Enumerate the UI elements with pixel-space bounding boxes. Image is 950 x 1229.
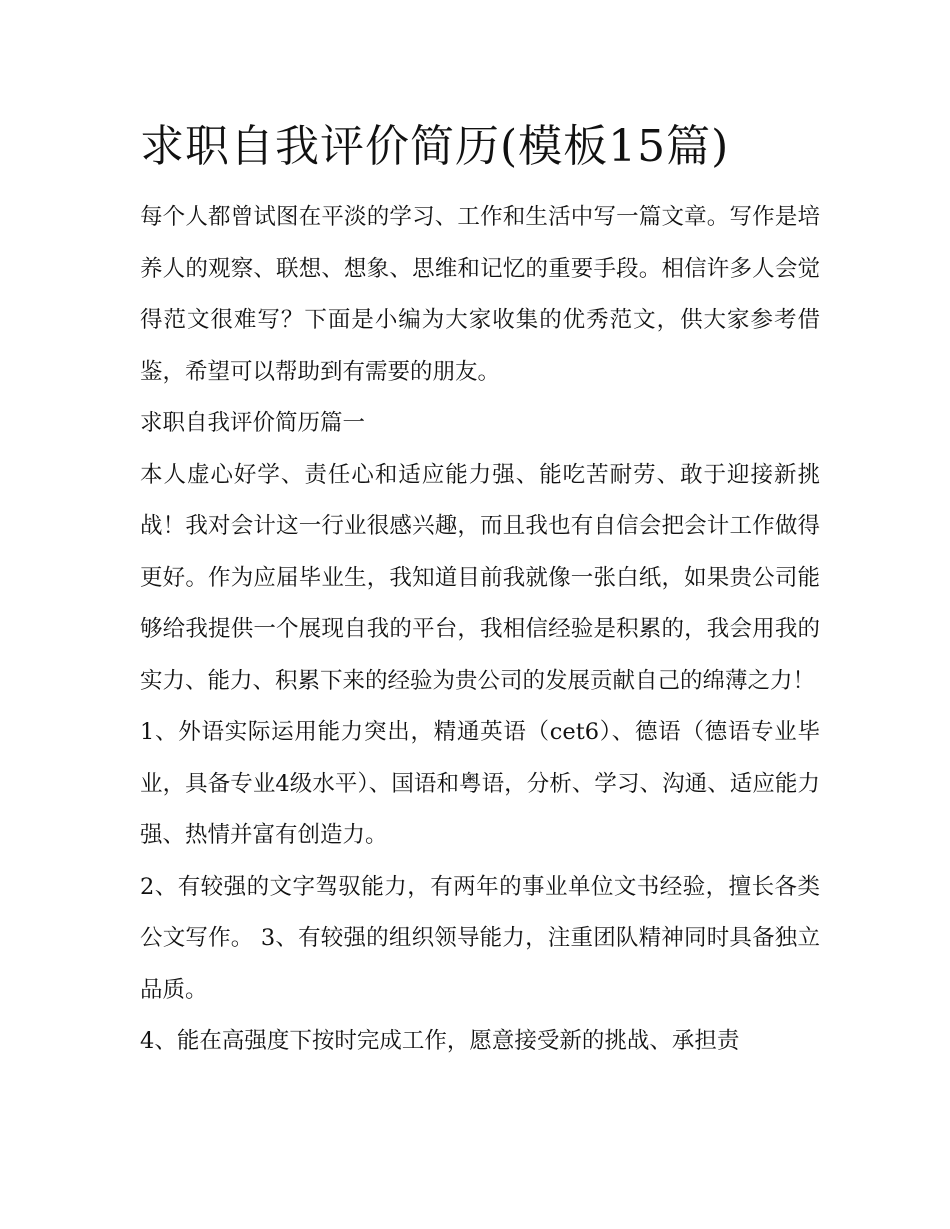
list-item-2-3: 2、有较强的文字驾驭能力，有两年的事业单位文书经验，擅长各类公文写作。 3、有较强的组织领导能力，注重团队精神同时具备独立品质。	[140, 873, 820, 1003]
document-body	[140, 112, 820, 1068]
list-item-1: 1、外语实际运用能力突出，精通英语（cet6）、德语（德语专业毕业，具备专业4级水平）、国语和粤语，分析、学习、沟通、适应能力强、热情并富有创造力。	[140, 719, 820, 848]
document-title: 求职自我评价简历(模板15篇)	[140, 121, 730, 172]
section-heading: 求职自我评价简历篇一	[140, 410, 366, 436]
body-paragraph: 本人虚心好学、责任心和适应能力强、能吃苦耐劳、敢于迎接新挑战！我对会计这一行业很感兴趣，而且我也有自信会把会计工作做得更好。作为应届毕业生，我知道目前我就像一张白纸，如果贵公司能够给我提供一个展现自我的平台，我相信经验是积累的，我会用我的实力、能力、积累下来的经验为贵公司的发展贡献自己的绵薄之力！	[140, 461, 820, 694]
intro-paragraph: 每个人都曾试图在平淡的学习、工作和生活中写一篇文章。写作是培养人的观察、联想、想象、思维和记忆的重要手段。相信许多人会觉得范文很难写？下面是小编为大家收集的优秀范文，供大家参考借鉴，希望可以帮助到有需要的朋友。	[140, 204, 820, 385]
list-item-4: 4、能在高强度下按时完成工作，愿意接受新的挑战、承担责	[140, 1028, 740, 1054]
